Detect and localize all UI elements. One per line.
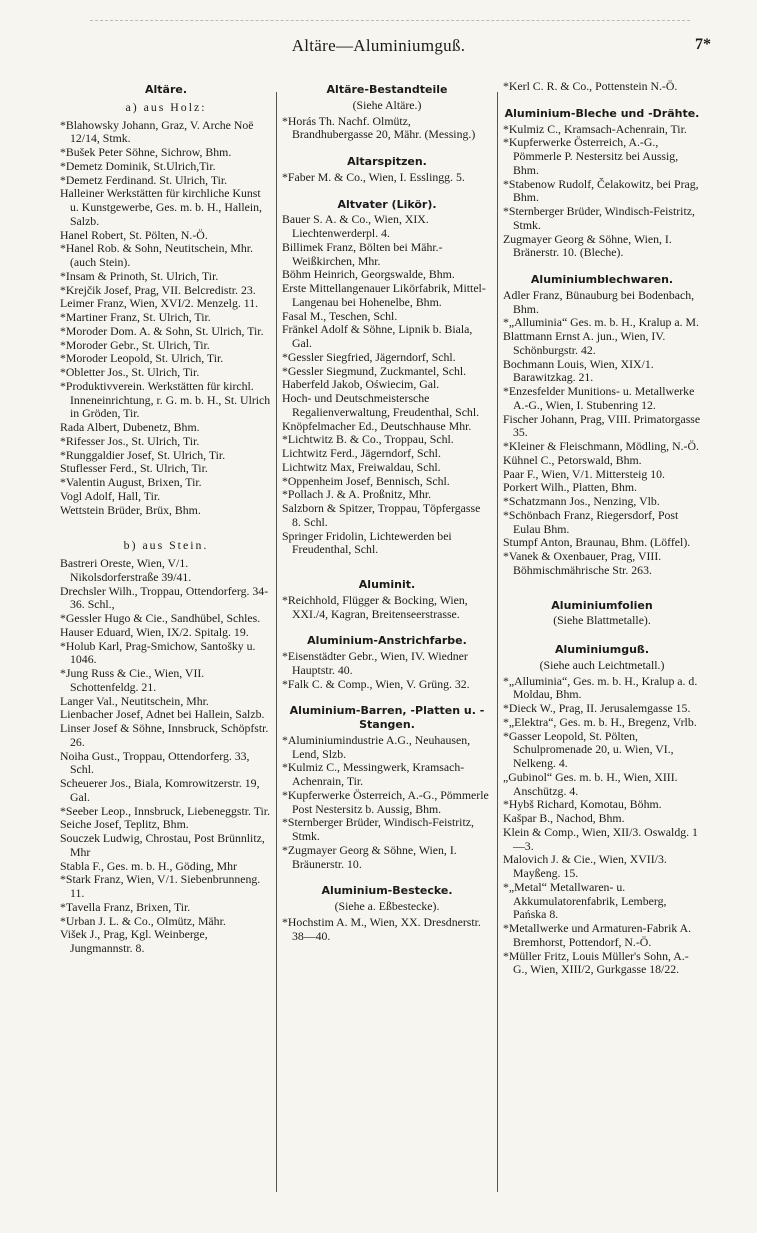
directory-entry: *Kleiner & Fleischmann, Mödling, N.-Ö. xyxy=(503,439,699,453)
directory-entry: *Metallwerke und Armaturen-Fabrik A. Bremhorst, Pottendorf, N.-Ö. xyxy=(503,921,692,949)
directory-entry: *Gessler Siegfried, Jägerndorf, Schl. xyxy=(282,349,456,364)
directory-entry: *Zugmayer Georg & Söhne, Wien, I. Bräunerstr. 10. xyxy=(282,842,457,871)
directory-entry: Leimer Franz, Wien, XVI/2. Menzelg. 11. xyxy=(60,296,259,311)
directory-entry: Malovich J. & Cie., Wien, XVII/3. Mayßeng. 15. xyxy=(503,852,667,880)
directory-entry: *Tavella Franz, Brixen, Tir. xyxy=(60,899,191,914)
directory-entry: *Obletter Jos., St. Ulrich, Tir. xyxy=(60,365,200,379)
directory-entry: *Kulmiz C., Messingwerk, Kramsach-Achenrain, Tir. xyxy=(282,760,465,788)
directory-entry: „Gubinol“ Ges. m. b. H., Wien, XIII. Anschützg. 4. xyxy=(503,769,678,798)
directory-entry: Seiche Josef, Teplitz, Bhm. xyxy=(60,817,189,832)
page-title: Altäre—Aluminiumguß. xyxy=(291,36,466,55)
directory-entry: *Blahowsky Johann, Graz, V. Arche Noë 12/14, Stmk. xyxy=(60,117,254,146)
directory-entry: *Demetz Ferdinand. St. Ulrich, Tir. xyxy=(60,172,228,187)
directory-entry: *Aluminiumindustrie A.G., Neuhausen, Lend, Slzb. xyxy=(282,732,471,761)
directory-entry: *Insam & Prinoth, St. Ulrich, Tir. xyxy=(60,268,219,283)
directory-entry: *Krejčik Josef, Prag, VII. Belcredistr. 23. xyxy=(60,282,256,297)
directory-entry: Lichtwitz Ferd., Jägerndorf, Schl. xyxy=(282,446,441,460)
directory-entry: *Eisenstädter Gebr., Wien, IV. Wiedner Hauptstr. 40. xyxy=(282,649,468,677)
directory-entry: *Hochstim A. M., Wien, XX. Dresdnerstr. 38—40. xyxy=(282,914,481,943)
directory-entry: *„Metal“ Metallwaren- u. Akkumulatorenfabrik, Lemberg, Pańska 8. xyxy=(503,879,667,922)
directory-entry: Halleiner Werkstätten für kirchliche Kunst u. Kunstgewerbe, Ges. m. b. H., Hallein, Salzb. xyxy=(60,186,262,228)
directory-entry: Fasal M., Teschen, Schl. xyxy=(282,308,398,323)
spacer xyxy=(503,94,701,104)
directory-entry: *Moroder Leopold, St. Ulrich, Tir. xyxy=(60,351,224,366)
section-heading: Aluminiumblechwaren. xyxy=(530,273,674,286)
directory-entry: *Holub Karl, Prag-Smichow, Santošky u. 1046. xyxy=(60,638,256,667)
directory-entry: *Kerl C. R. & Co., Pottenstein N.-Ö. xyxy=(503,79,678,93)
directory-entry: Springer Fridolin, Lichtewerden bei Freudenthal, Schl. xyxy=(282,528,452,557)
directory-entry: Bastreri Oreste, Wien, V/1. Nikolsdorferstraße 39/41. xyxy=(60,556,192,584)
section-heading: Aluminium-Barren, -Platten u. -Stangen. xyxy=(289,704,485,731)
directory-entry: *Martiner Franz, St. Ulrich, Tir. xyxy=(60,310,211,324)
page-number: 7* xyxy=(695,36,711,53)
directory-entry: *Gessler Hugo & Cie., Sandhübel, Schles. xyxy=(60,611,261,625)
top-scan-dashes xyxy=(90,20,690,23)
directory-entry: *Dieck W., Prag, II. Jerusalemgasse 15. xyxy=(503,701,691,715)
section-note: (Siehe Blattmetalle). xyxy=(553,613,651,628)
directory-entry: *Faber M. & Co., Wien, I. Esslingg. 5. xyxy=(282,169,465,184)
directory-entry: *Rifesser Jos., St. Ulrich, Tir. xyxy=(60,433,200,448)
section-note: a) aus Holz: xyxy=(125,99,207,114)
directory-entry: *Enzesfelder Munitions- u. Metallwerke A.-G., Wien, I. Stubenring 12. xyxy=(503,384,695,412)
directory-entry: *Müller Fritz, Louis Müller's Sohn, A.-G., Wien, XIII/2, Gurkgasse 18/22. xyxy=(503,948,689,977)
spacer xyxy=(503,630,701,640)
spacer xyxy=(282,185,492,195)
section-heading: Aluminit. xyxy=(358,578,416,591)
directory-entry: *Valentin August, Brixen, Tir. xyxy=(60,475,202,489)
spacer xyxy=(60,517,272,535)
directory-entry: *Sternberger Brüder, Windisch-Feistritz, Stmk. xyxy=(282,815,474,843)
section-heading: Aluminium-Bestecke. xyxy=(321,884,453,898)
directory-entry: Billimek Franz, Bölten bei Mähr.-Weißkirchen, Mhr. xyxy=(282,239,443,268)
spacer xyxy=(282,557,492,575)
directory-entry: Hauser Eduard, Wien, IX/2. Spitalg. 19. xyxy=(60,624,249,639)
directory-entry: *Moroder Dom. A. & Sohn, St. Ulrich, Tir. xyxy=(60,323,264,338)
spacer xyxy=(282,621,492,631)
column-middle xyxy=(282,80,492,943)
directory-entry: *Kupferwerke Österreich, A.-G., Pömmerle Post Nestersitz b. Aussig, Bhm. xyxy=(282,787,489,816)
directory-entry: *Vanek & Oxenbauer, Prag, VIII. Böhmischmährische Str. 263. xyxy=(503,549,662,577)
spacer xyxy=(282,871,492,881)
section-heading: Altäre. xyxy=(144,83,188,96)
directory-entry: Stabla F., Ges. m. b. H., Göding, Mhr xyxy=(60,858,237,873)
directory-entry: Erste Mittellangenauer Likörfabrik, Mittel-Langenau bei Hohenelbe, Bhm. xyxy=(282,281,486,309)
directory-entry: *„Elektra“, Ges. m. b. H., Bregenz, Vrlb. xyxy=(503,714,697,729)
directory-entry: Noiha Gust., Troppau, Ottendorferg. 33, Schl. xyxy=(60,748,250,777)
directory-entry: Drechsler Wilh., Troppau, Ottendorferg. 34-36. Schl., xyxy=(60,583,269,612)
directory-entry: Lienbacher Josef, Adnet bei Hallein, Salzb. xyxy=(60,707,265,722)
directory-entry: *Runggaldier Josef, St. Ulrich, Tir. xyxy=(60,447,226,462)
section-note: b) aus Stein. xyxy=(123,538,209,553)
directory-entry: Souczek Ludwig, Chrostau, Post Brünnlitz, Mhr xyxy=(60,831,265,859)
directory-entry: *Demetz Dominik, St.Ulrich,Tir. xyxy=(60,158,216,173)
directory-entry: Lichtwitz Max, Freiwaldau, Schl. xyxy=(282,459,441,474)
directory-entry: Vogl Adolf, Hall, Tir. xyxy=(60,488,161,503)
column-left xyxy=(60,80,272,956)
spacer xyxy=(503,578,701,596)
directory-entry: *Hybš Richard, Komotau, Böhm. xyxy=(503,797,662,812)
directory-entry: *Seeber Leop., Innsbruck, Liebeneggstr. Tir. xyxy=(60,803,271,818)
spacer xyxy=(282,142,492,152)
directory-entry: Wettstein Brüder, Brüx, Bhm. xyxy=(60,502,201,517)
section-heading: Aluminium-Bleche und -Drähte. xyxy=(504,106,700,120)
directory-entry: *Urban J. L. & Co., Olmütz, Mähr. xyxy=(60,913,226,928)
directory-entry: Adler Franz, Bünauburg bei Bodenbach, Bhm. xyxy=(503,287,695,316)
directory-entry: Klein & Comp., Wien, XII/3. Oswaldg. 1—3. xyxy=(503,824,698,853)
directory-entry: Bauer S. A. & Co., Wien, XIX. Liechtenwerderpl. 4. xyxy=(282,212,429,240)
directory-entry: Stumpf Anton, Braunau, Bhm. (Löffel). xyxy=(503,535,691,550)
directory-entry: Stuflesser Ferd., St. Ulrich, Tir. xyxy=(60,461,208,476)
spacer xyxy=(282,691,492,701)
directory-entry: *Kulmiz C., Kramsach-Achenrain, Tir. xyxy=(503,121,687,136)
directory-entry: *Stabenow Rudolf, Čelakowitz, bei Prag, Bhm. xyxy=(503,176,699,205)
section-note: (Siehe Altäre.) xyxy=(352,97,422,112)
section-heading: Altarspitzen. xyxy=(347,155,427,168)
directory-entry: Porkert Wilh., Platten, Bhm. xyxy=(503,480,637,495)
directory-entry: *Reichhold, Flügger & Bocking, Wien, XXI./4, Kagran, Breitenseerstrasse. xyxy=(282,592,468,621)
column-rule-left xyxy=(276,92,277,1192)
directory-entry: *Stark Franz, Wien, V/1. Siebenbrunneng. 11. xyxy=(60,872,261,900)
directory-entry: Böhm Heinrich, Georgswalde, Bhm. xyxy=(282,267,455,282)
section-heading: Aluminiumguß. xyxy=(554,643,650,656)
directory-entry: *Kupferwerke Österreich, A.-G., Pömmerle P. Nestersitz bei Aussig, Bhm. xyxy=(503,135,679,177)
directory-entry: *Bušek Peter Söhne, Sichrow, Bhm. xyxy=(60,145,232,159)
directory-entry: *Schatzmann Jos., Nenzing, Vlb. xyxy=(503,494,660,508)
column-rule-right xyxy=(497,92,498,1192)
directory-entry: *Horás Th. Nachf. Olmütz, Brandhubergasse 20, Mähr. (Messing.) xyxy=(282,113,476,142)
directory-entry: Bochmann Louis, Wien, XIX/1. Barawitzkag. 21. xyxy=(503,356,654,385)
section-heading: Aluminiumfolien xyxy=(551,598,653,612)
directory-entry: *Gasser Leopold, St. Pölten, Schulpromenade 20, u. Wien, VI., Nelkeng. 4. xyxy=(503,728,674,770)
directory-entry: Langer Val., Neutitschein, Mhr. xyxy=(60,693,209,708)
directory-entry: *Lichtwitz B. & Co., Troppau, Schl. xyxy=(282,432,454,447)
directory-entry: Blattmann Ernst A. jun., Wien, IV. Schönburgstr. 42. xyxy=(503,329,666,357)
spacer xyxy=(503,260,701,270)
directory-entry: Kašpar B., Nachod, Bhm. xyxy=(503,811,625,825)
section-heading: Altvater (Likör). xyxy=(337,197,437,211)
directory-entry: Fränkel Adolf & Söhne, Lipnik b. Biala, Gal. xyxy=(282,322,473,350)
section-heading: Aluminium-Anstrichfarbe. xyxy=(307,634,467,648)
directory-entry: *Pollach J. & A. Proßnitz, Mhr. xyxy=(282,487,432,502)
directory-entry: *Sternberger Brüder, Windisch-Feistritz, Stmk. xyxy=(503,204,695,232)
directory-entry: Rada Albert, Dubenetz, Bhm. xyxy=(60,420,200,434)
directory-entry: *Oppenheim Josef, Bennisch, Schl. xyxy=(282,473,450,488)
directory-entry: *Produktivverein. Werkstätten für kirchl. Inneneinrichtung, r. G. m. b. H., St. Ulrich in Gröden, Tir. xyxy=(60,378,271,421)
directory-entry: Fischer Johann, Prag, VIII. Primatorgasse 35. xyxy=(503,411,701,440)
directory-entry: *Moroder Gebr., St. Ulrich, Tir. xyxy=(60,337,210,352)
directory-entry: *Hanel Rob. & Sohn, Neutitschein, Mhr. (auch Stein). xyxy=(60,241,253,269)
directory-entry: *Jung Russ & Cie., Wien, VII. Schottenfeldg. 21. xyxy=(60,666,205,694)
section-note: (Siehe a. Eßbestecke). xyxy=(334,899,440,913)
directory-entry: *Schönbach Franz, Riegersdorf, Post Eulau Bhm. xyxy=(503,507,679,536)
column-right xyxy=(503,80,701,977)
directory-entry: Salzborn & Spitzer, Troppau, Töpfergasse 8. Schl. xyxy=(282,501,481,529)
directory-entry: Zugmayer Georg & Söhne, Wien, I. Bränerstr. 10. (Bleche). xyxy=(503,231,672,260)
directory-entry: *„Alluminia“ Ges. m. b. H., Kralup a. M. xyxy=(503,315,699,330)
section-note: (Siehe auch Leichtmetall.) xyxy=(539,657,665,672)
directory-entry: Linser Josef & Söhne, Innsbruck, Schöpfstr. 26. xyxy=(60,721,269,749)
directory-entry: *Gessler Siegmund, Zuckmantel, Schl. xyxy=(282,363,467,378)
directory-entry: *„Alluminia“, Ges. m. b. H., Kralup a. d. Moldau, Bhm. xyxy=(503,673,698,702)
directory-entry: Paar F., Wien, V/1. Mittersteig 10. xyxy=(503,466,665,481)
directory-entry: Scheuerer Jos., Biala, Komrowitzerstr. 19, Gal. xyxy=(60,776,260,804)
directory-entry: *Falk C. & Comp., Wien, V. Grüng. 32. xyxy=(282,676,470,691)
directory-entry: Hoch- und Deutschmeistersche Regalienverwaltung, Freudenthal, Schl. xyxy=(282,391,480,419)
directory-entry: Haberfeld Jakob, Oświecim, Gal. xyxy=(282,377,440,392)
directory-entry: Višek J., Prag, Kgl. Weinberge, Jungmannstr. 8. xyxy=(60,927,208,955)
section-heading: Altäre-Bestandteile xyxy=(326,83,448,96)
directory-entry: Hanel Robert, St. Pölten, N.-Ö. xyxy=(60,227,208,242)
directory-entry: Kühnel C., Petorswald, Bhm. xyxy=(503,452,642,467)
directory-entry: Knöpfelmacher Ed., Deutschhause Mhr. xyxy=(282,418,472,433)
